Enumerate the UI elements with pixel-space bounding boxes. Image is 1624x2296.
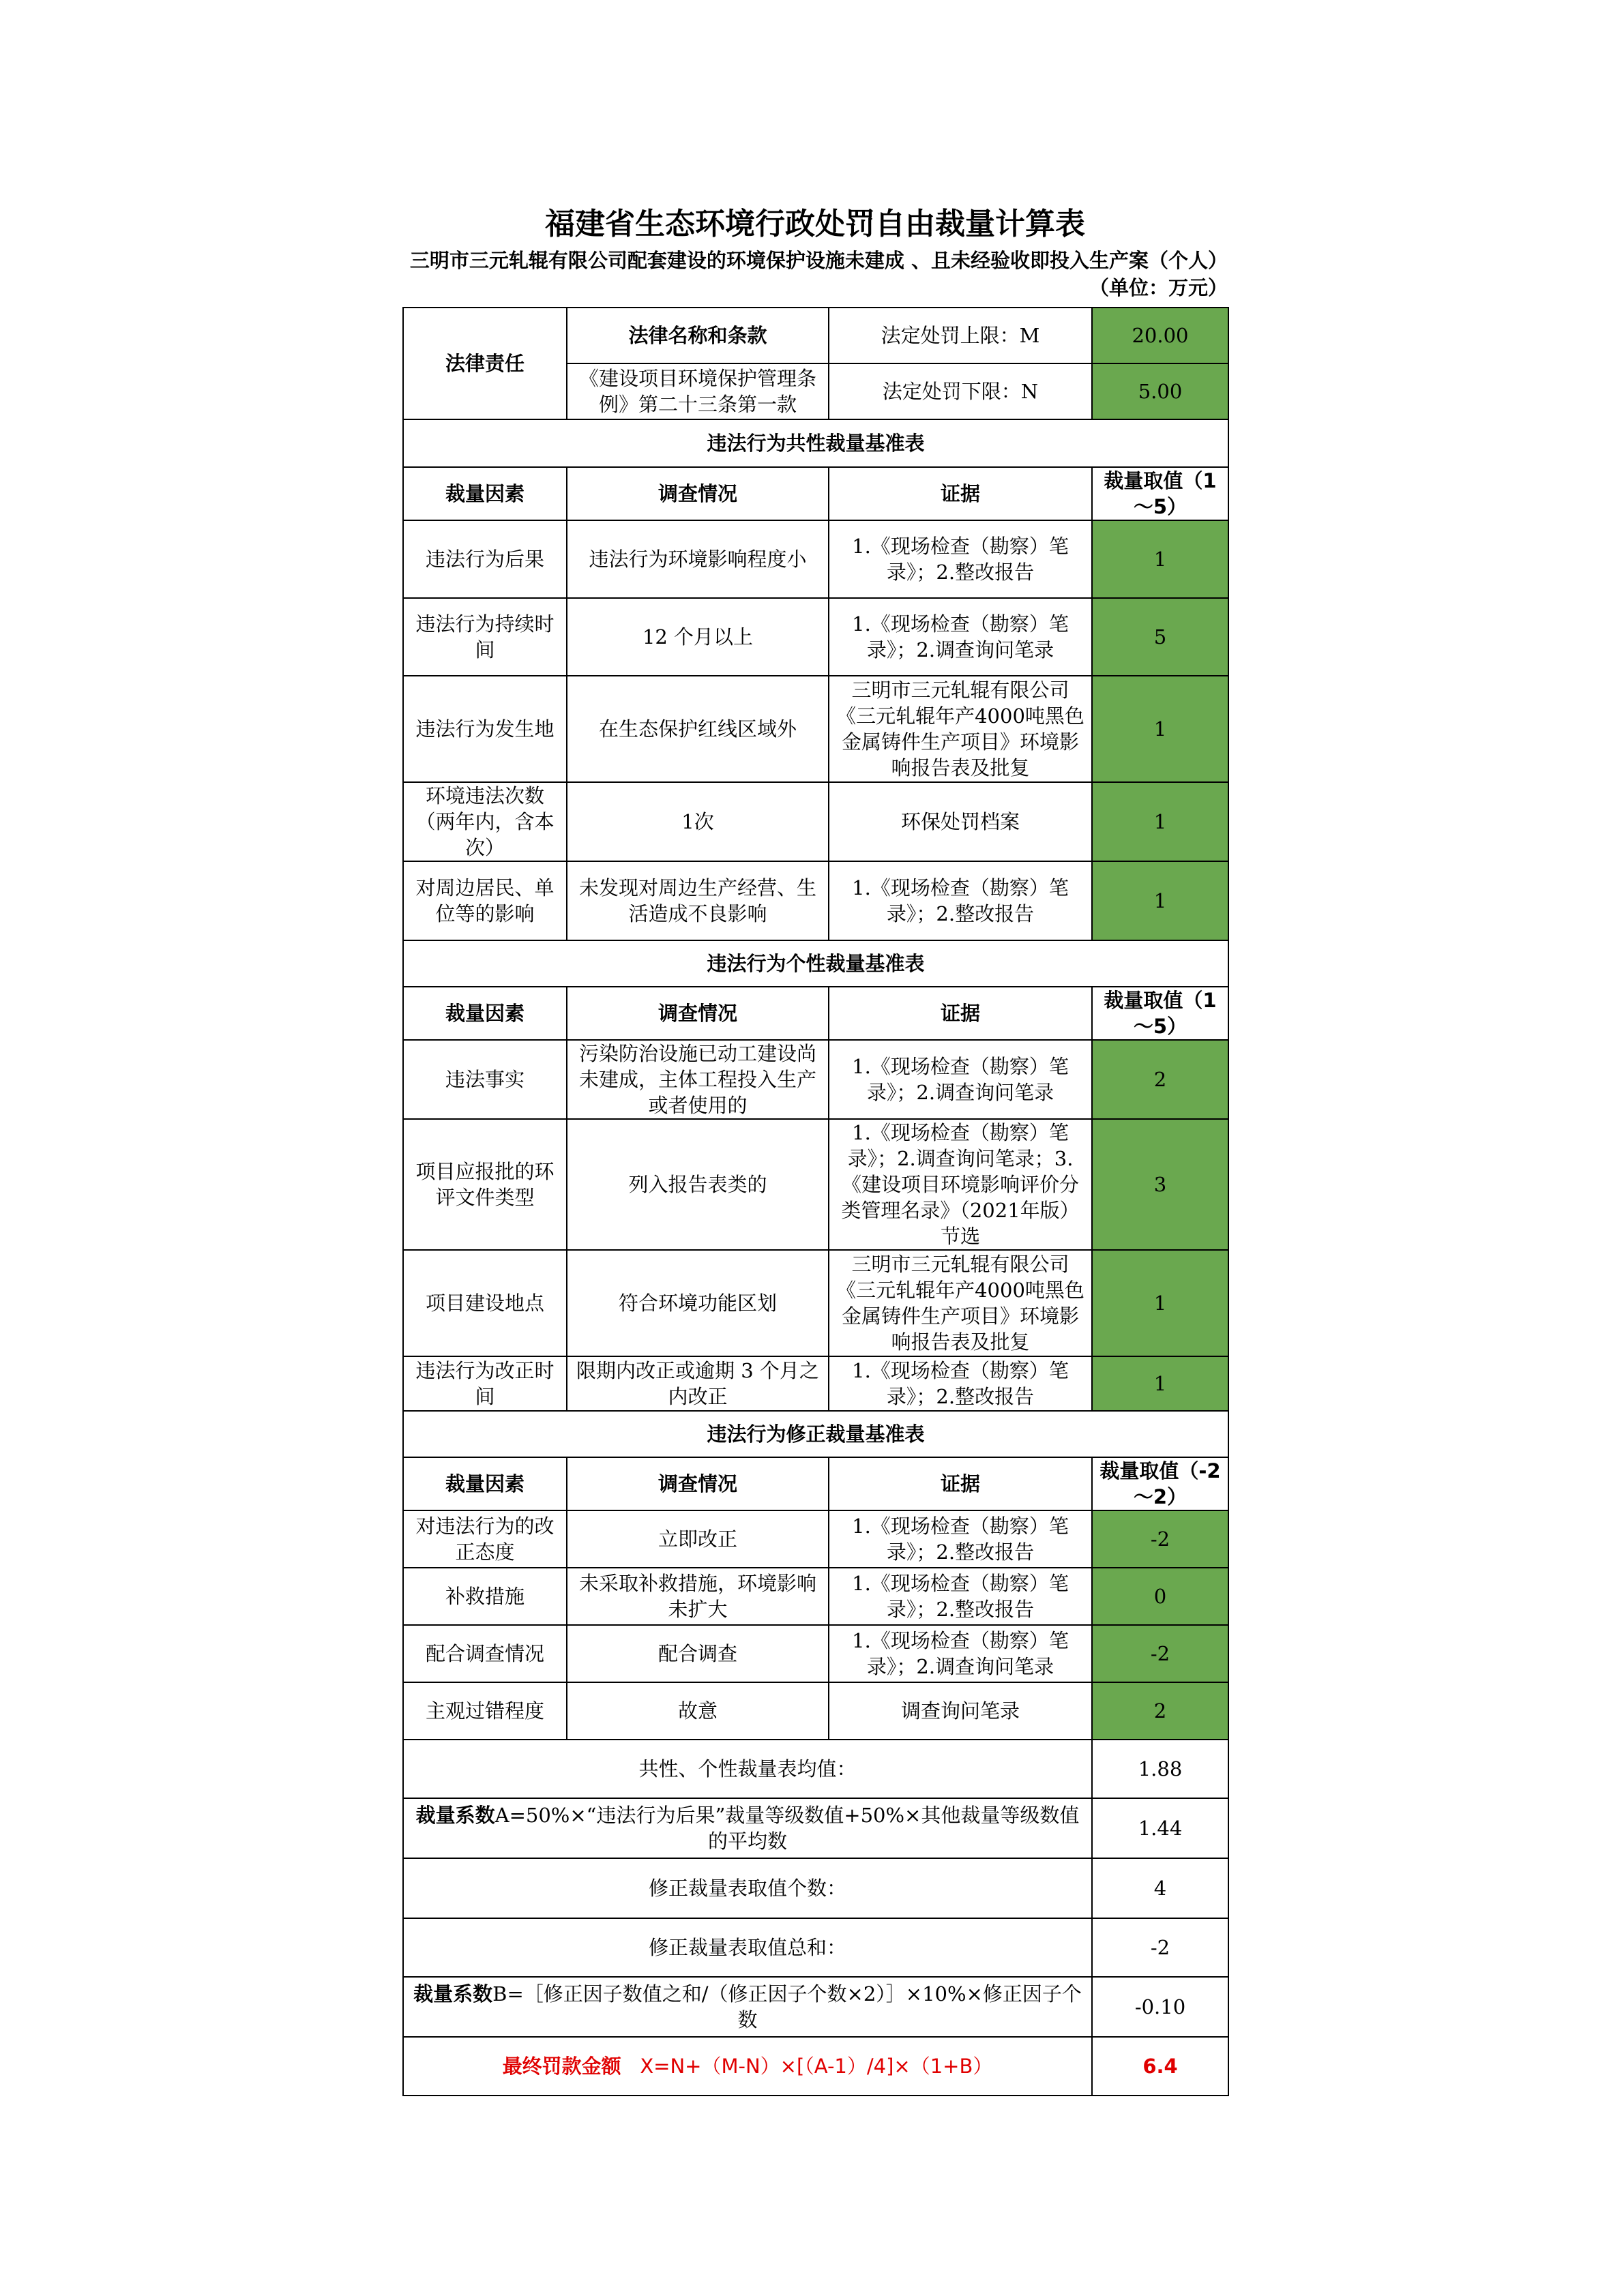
table-row <box>403 1250 1228 1356</box>
situation-cell: 故意 <box>567 1682 829 1740</box>
factor-cell: 违法行为后果 <box>403 520 567 598</box>
situation-cell: 限期内改正或逾期 3 个月之内改正 <box>567 1356 829 1411</box>
calculation-table <box>402 307 1229 2096</box>
header-value: 裁量取值（1～5） <box>1092 987 1228 1040</box>
coefficient-b-formula <box>403 1977 1092 2037</box>
header-evidence: 证据 <box>829 987 1092 1040</box>
factor-cell: 配合调查情况 <box>403 1625 567 1682</box>
value-cell: 5 <box>1092 598 1228 676</box>
coefficient-a-formula <box>403 1798 1092 1858</box>
value-cell: 1 <box>1092 1356 1228 1411</box>
situation-cell: 违法行为环境影响程度小 <box>567 520 829 598</box>
evidence-cell: 1.《现场检查（勘察）笔录》；2.整改报告 <box>829 1356 1092 1411</box>
table-row <box>403 1568 1228 1625</box>
situation-cell: 未采取补救措施，环境影响未扩大 <box>567 1568 829 1625</box>
table-row <box>403 676 1228 782</box>
final-fine-label: 最终罚款金额 <box>502 2055 621 2078</box>
factor-cell: 项目建设地点 <box>403 1250 567 1356</box>
table-row <box>403 1682 1228 1740</box>
header-evidence: 证据 <box>829 1457 1092 1510</box>
table-row <box>403 861 1228 940</box>
case-subtitle: 三明市三元轧辊有限公司配套建设的环境保护设施未建成 、且未经验收即投入生产案（个人）（单位：万元） <box>409 249 1228 299</box>
evidence-cell: 调查询问笔录 <box>829 1682 1092 1740</box>
header-factor: 裁量因素 <box>403 467 567 520</box>
evidence-cell: 环保处罚档案 <box>829 782 1092 861</box>
evidence-cell: 1.《现场检查（勘察）笔录》；2.调查询问笔录 <box>829 1625 1092 1682</box>
coefficient-a-value: 1.44 <box>1092 1798 1228 1858</box>
factor-cell: 违法行为发生地 <box>403 676 567 782</box>
common-section-title: 违法行为共性裁量基准表 <box>403 419 1228 467</box>
evidence-cell: 三明市三元轧辊有限公司《三元轧辊年产4000吨黑色金属铸件生产项目》环境影响报告表及批复 <box>829 1250 1092 1356</box>
coefficient-b-value: -0.10 <box>1092 1977 1228 2037</box>
header-situation: 调查情况 <box>567 987 829 1040</box>
situation-cell: 在生态保护红线区域外 <box>567 676 829 782</box>
header-factor: 裁量因素 <box>403 1457 567 1510</box>
situation-cell: 符合环境功能区划 <box>567 1250 829 1356</box>
value-cell: -2 <box>1092 1510 1228 1568</box>
correction-count-value: 4 <box>1092 1858 1228 1918</box>
upper-limit-label: 法定处罚上限：M <box>829 308 1092 363</box>
table-row <box>403 1119 1228 1250</box>
table-row <box>403 598 1228 676</box>
situation-cell: 污染防治设施已动工建设尚未建成，主体工程投入生产或者使用的 <box>567 1040 829 1119</box>
header-situation: 调查情况 <box>567 1457 829 1510</box>
final-fine-value: 6.4 <box>1092 2037 1228 2096</box>
factor-cell: 违法行为持续时间 <box>403 598 567 676</box>
header-value: 裁量取值（-2～2） <box>1092 1457 1228 1510</box>
evidence-cell: 1.《现场检查（勘察）笔录》；2.整改报告 <box>829 520 1092 598</box>
header-value: 裁量取值（1～5） <box>1092 467 1228 520</box>
value-cell: -2 <box>1092 1625 1228 1682</box>
value-cell: 2 <box>1092 1682 1228 1740</box>
factor-cell: 违法事实 <box>403 1040 567 1119</box>
factor-cell: 环境违法次数（两年内，含本次） <box>403 782 567 861</box>
factor-cell: 违法行为改正时间 <box>403 1356 567 1411</box>
table-row <box>403 520 1228 598</box>
coefficient-b-text: B=［修正因子数值之和/（修正因子个数×2）］×10%×修正因子个数 <box>492 1982 1082 2031</box>
evidence-cell: 三明市三元轧辊有限公司《三元轧辊年产4000吨黑色金属铸件生产项目》环境影响报告表及批复 <box>829 676 1092 782</box>
value-cell: 3 <box>1092 1119 1228 1250</box>
evidence-cell: 1.《现场检查（勘察）笔录》；2.调查询问笔录 <box>829 1040 1092 1119</box>
coefficient-b-label: 裁量系数 <box>413 1982 493 2006</box>
coefficient-a-text: A=50%×“违法行为后果”裁量等级数值+50%×其他裁量等级数值的平均数 <box>494 1804 1080 1853</box>
header-factor: 裁量因素 <box>403 987 567 1040</box>
situation-cell: 12 个月以上 <box>567 598 829 676</box>
final-fine-formula <box>403 2037 1092 2096</box>
value-cell: 1 <box>1092 1250 1228 1356</box>
upper-limit-value: 20.00 <box>1092 308 1228 363</box>
correction-count-label: 修正裁量表取值个数： <box>403 1858 1092 1918</box>
evidence-cell: 1.《现场检查（勘察）笔录》；2.整改报告 <box>829 1568 1092 1625</box>
value-cell: 1 <box>1092 520 1228 598</box>
average-label: 共性、个性裁量表均值： <box>403 1740 1092 1798</box>
table-row <box>403 1356 1228 1411</box>
value-cell: 1 <box>1092 782 1228 861</box>
coefficient-a-label: 裁量系数 <box>415 1804 495 1827</box>
lower-limit-label: 法定处罚下限：N <box>829 363 1092 419</box>
table-row <box>403 782 1228 861</box>
value-cell: 1 <box>1092 861 1228 940</box>
header-situation: 调查情况 <box>567 467 829 520</box>
situation-cell: 列入报告表类的 <box>567 1119 829 1250</box>
evidence-cell: 1.《现场检查（勘察）笔录》；2.调查询问笔录 <box>829 598 1092 676</box>
factor-cell: 补救措施 <box>403 1568 567 1625</box>
situation-cell: 未发现对周边生产经营、生活造成不良影响 <box>567 861 829 940</box>
table-row <box>403 1040 1228 1119</box>
factor-cell: 主观过错程度 <box>403 1682 567 1740</box>
situation-cell: 配合调查 <box>567 1625 829 1682</box>
header-evidence: 证据 <box>829 467 1092 520</box>
table-row <box>403 1510 1228 1568</box>
evidence-cell: 1.《现场检查（勘察）笔录》；2.整改报告 <box>829 861 1092 940</box>
value-cell: 0 <box>1092 1568 1228 1625</box>
lower-limit-value: 5.00 <box>1092 363 1228 419</box>
evidence-cell: 1.《现场检查（勘察）笔录》；2.整改报告 <box>829 1510 1092 1568</box>
situation-cell: 1次 <box>567 782 829 861</box>
law-label: 法律责任 <box>403 308 567 419</box>
factor-cell: 对违法行为的改正态度 <box>403 1510 567 1568</box>
law-name-header: 法律名称和条款 <box>567 308 829 363</box>
value-cell: 1 <box>1092 676 1228 782</box>
individual-section-title: 违法行为个性裁量基准表 <box>403 940 1228 987</box>
correction-sum-label: 修正裁量表取值总和： <box>403 1918 1092 1977</box>
average-value: 1.88 <box>1092 1740 1228 1798</box>
final-fine-expression: X=N+（M-N）×[（A-1）/4]×（1+B） <box>640 2055 993 2078</box>
table-row <box>403 1625 1228 1682</box>
situation-cell: 立即改正 <box>567 1510 829 1568</box>
value-cell: 2 <box>1092 1040 1228 1119</box>
correction-sum-value: -2 <box>1092 1918 1228 1977</box>
evidence-cell: 1.《现场检查（勘察）笔录》；2.调查询问笔录；3.《建设项目环境影响评价分类管理名录》（2021年版）节选 <box>829 1119 1092 1250</box>
correction-section-title: 违法行为修正裁量基准表 <box>403 1411 1228 1457</box>
factor-cell: 对周边居民、单位等的影响 <box>403 861 567 940</box>
law-name-value: 《建设项目环境保护管理条例》第二十三条第一款 <box>567 363 829 419</box>
page-title: 福建省生态环境行政处罚自由裁量计算表 <box>545 207 1085 241</box>
factor-cell: 项目应报批的环评文件类型 <box>403 1119 567 1250</box>
